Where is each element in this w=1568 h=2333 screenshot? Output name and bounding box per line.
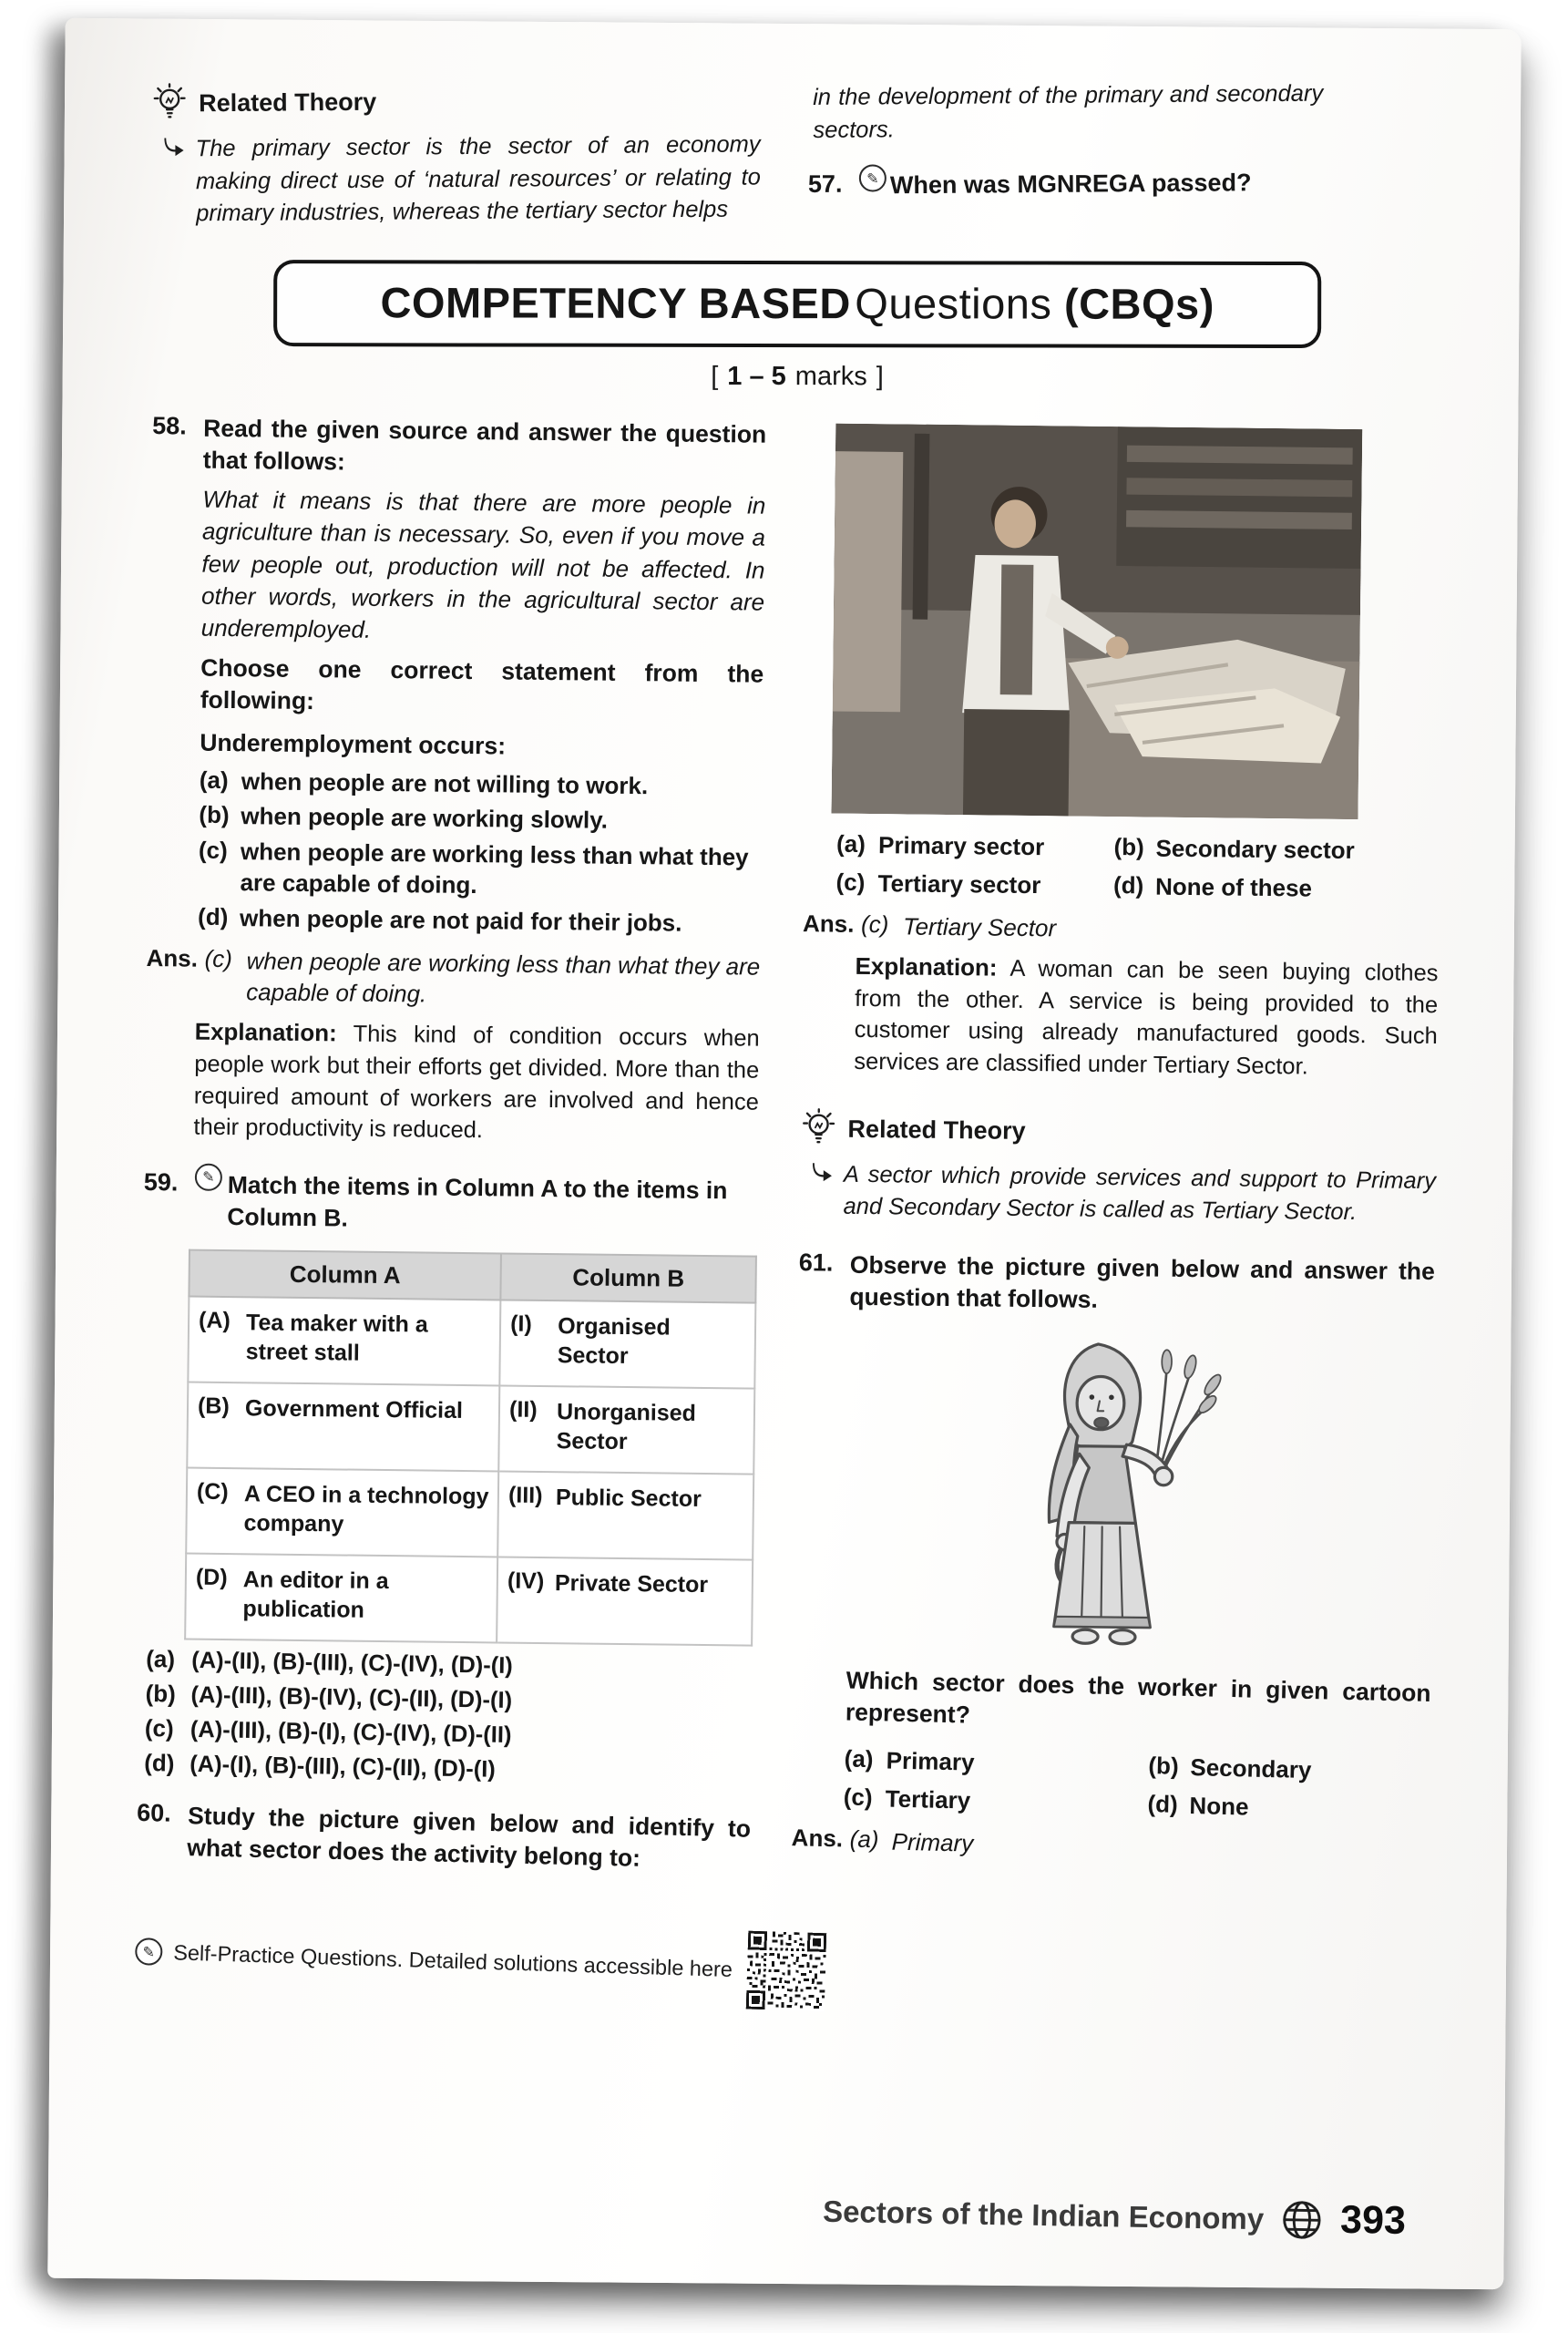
answer-option: (c)	[860, 910, 889, 938]
chapter-title: Sectors of the Indian Economy	[822, 2194, 1265, 2235]
answer-row	[791, 1824, 1428, 1869]
top-row	[151, 72, 1446, 231]
self-practice-pencil-icon: ✎	[859, 165, 886, 192]
related-theory-right	[799, 1106, 1436, 1230]
answer-label: Ans.	[802, 909, 855, 938]
question-stem: Underemployment occurs:	[200, 728, 507, 760]
related-theory-text: The primary sector is the sector of an economy making direct use of ‘natural resources’ or relating to primary industries, whereas the tertiary sector helps	[195, 131, 761, 227]
option-row: (d) None of these	[1112, 870, 1313, 902]
banner-title-regular: Questions	[855, 279, 1065, 328]
answer-option: (a)	[849, 1824, 879, 1854]
continuation-text: in the development of the primary and secondary sectors.	[813, 80, 1324, 143]
choose-instruction: Choose one correct statement from the following:	[200, 653, 764, 714]
explanation-label: Explanation:	[855, 951, 998, 982]
explanation-text: A woman can be seen buying clothes from the other. A service is being provided to the customer using already manufactured goods. Such services are classified under Tertiary Sector.	[854, 955, 1439, 1080]
option-text: when people are working slowly.	[241, 802, 609, 835]
option-row: (c) Tertiary	[843, 1783, 971, 1814]
answer-text: Primary	[891, 1827, 974, 1857]
option-label: (a)	[199, 766, 229, 794]
question-prompt: Study the picture given below and identify to what sector does the activity belong to:	[187, 1802, 752, 1873]
question-prompt: Read the given source and answer the question that follows:	[202, 414, 767, 476]
answer-text: Tertiary Sector	[902, 912, 1057, 941]
curved-arrow-icon	[810, 1162, 833, 1224]
match-table	[184, 1249, 757, 1647]
explanation	[854, 951, 1439, 1084]
self-practice-note	[134, 1913, 886, 2014]
explanation	[193, 1016, 760, 1150]
option-row	[198, 837, 762, 905]
question-60	[136, 1799, 751, 1877]
option-row: (a) Primary sector	[835, 829, 1045, 861]
option-row: (b) Secondary	[1148, 1752, 1312, 1784]
banner-title-bold: COMPETENCY BASED	[380, 278, 851, 328]
option-text: when people are not paid for their jobs.	[239, 904, 682, 937]
related-theory-left	[151, 77, 761, 231]
question-prompt: Observe the picture given below and answer the question that follows.	[849, 1250, 1435, 1313]
table-header-b: Column B	[500, 1253, 755, 1302]
table-header-a: Column A	[189, 1250, 501, 1300]
explanation-text: This kind of condition occurs when people work but their efforts get divided. More than the required amount of workers are involved and hence their productivity is reduced.	[193, 1021, 760, 1144]
farmer-cartoon	[985, 1329, 1244, 1656]
option-row: (c) (A)-(III), (B)-(I), (C)-(IV), (D)-(II)	[144, 1714, 512, 1749]
question-number: 61.	[798, 1249, 834, 1277]
banner-title-acronym: (CBQs)	[1063, 279, 1214, 328]
self-practice-text: Self-Practice Questions. Detailed solutions accessible here	[172, 1940, 733, 1982]
question-59	[143, 1168, 758, 1239]
answer-text: when people are working less than what they are capable of doing.	[246, 946, 761, 1008]
table-row: (B) Government Official (II) Unorganised Sector	[187, 1382, 754, 1475]
lightbulb-icon	[151, 81, 188, 126]
page-number: 393	[1339, 2197, 1407, 2243]
option-row	[200, 766, 763, 803]
related-theory-title: Related Theory	[199, 87, 377, 118]
lightbulb-icon	[800, 1106, 837, 1151]
question-58	[147, 412, 766, 940]
related-theory-title: Related Theory	[847, 1115, 1026, 1145]
question-text: When was MGNREGA passed?	[889, 169, 1252, 200]
answer-row	[146, 944, 761, 1013]
q61-options	[843, 1745, 1430, 1827]
question-prompt: Match the items in Column A to the items in Column B.	[227, 1171, 728, 1232]
source-passage: What it means is that there are more people in agriculture than is necessary. So, even if you move a few people out, production will not be affected. In other words, workers in the agricultural sector are underemployed.	[200, 485, 766, 644]
option-text: when people are working less than what they are capable of doing.	[240, 838, 749, 899]
option-row: (c) Tertiary sector	[835, 868, 1041, 899]
marks-range: [ 1 – 5 marks ]	[711, 361, 884, 392]
option-row: (b) Secondary sector	[1113, 833, 1355, 865]
globe-icon	[1280, 2197, 1325, 2242]
answer-option: (c)	[204, 944, 233, 972]
related-theory-text: A sector which provide services and support to Primary and Secondary Sector is called as Tertiary Sector.	[843, 1161, 1437, 1226]
q61-question-text: Which sector does the worker in given cartoon represent?	[845, 1666, 1431, 1729]
qr-code	[746, 1931, 827, 2012]
option-row: (a) Primary	[844, 1744, 975, 1776]
page-footer	[135, 2177, 1430, 2263]
book-page	[47, 18, 1521, 2289]
answer-label: Ans.	[791, 1824, 844, 1853]
q61-lower-section	[791, 1664, 1431, 1870]
question-61	[798, 1249, 1435, 1320]
self-practice-pencil-icon: ✎	[135, 1937, 163, 1966]
question-number: 59.	[143, 1168, 179, 1197]
cbq-banner-section	[150, 260, 1444, 393]
self-practice-pencil-icon: ✎	[195, 1164, 222, 1191]
q60-options	[835, 830, 1440, 906]
option-label: (b)	[199, 801, 230, 829]
option-row	[199, 801, 762, 838]
left-column	[135, 412, 767, 2005]
option-row	[198, 903, 761, 940]
question-number: 57.	[807, 170, 843, 199]
explanation-label: Explanation:	[194, 1017, 337, 1047]
right-column	[791, 419, 1445, 2012]
matching-options	[144, 1645, 753, 1790]
table-row: (A) Tea maker with a street stall (I) Organised Sector	[188, 1297, 755, 1389]
option-row: (d) (A)-(I), (B)-(III), (C)-(II), (D)-(I)	[144, 1749, 497, 1783]
table-row: (C) A CEO in a technology company (III) Public Sector	[186, 1467, 753, 1559]
options-list	[198, 766, 763, 940]
question-57	[808, 166, 1446, 203]
clothes-shop-photo	[831, 424, 1362, 820]
option-row: (d) None	[1147, 1790, 1249, 1821]
curved-arrow-icon	[162, 137, 185, 231]
question-number: 60.	[136, 1799, 172, 1828]
answer-row	[803, 910, 1439, 948]
option-label: (d)	[197, 902, 229, 930]
table-row: (D) An editor in a publication (IV) Private Sector	[185, 1553, 753, 1645]
option-row: (a) (A)-(II), (B)-(III), (C)-(IV), (D)-(I)	[145, 1644, 514, 1679]
option-row: (b) (A)-(III), (B)-(IV), (C)-(II), (D)-(I)	[145, 1680, 513, 1714]
question-number: 58.	[152, 412, 187, 440]
option-label: (c)	[198, 836, 228, 865]
cbq-banner	[273, 260, 1321, 348]
answer-label: Ans.	[146, 943, 199, 972]
main-columns	[135, 412, 1447, 2012]
option-text: when people are not willing to work.	[241, 766, 649, 799]
